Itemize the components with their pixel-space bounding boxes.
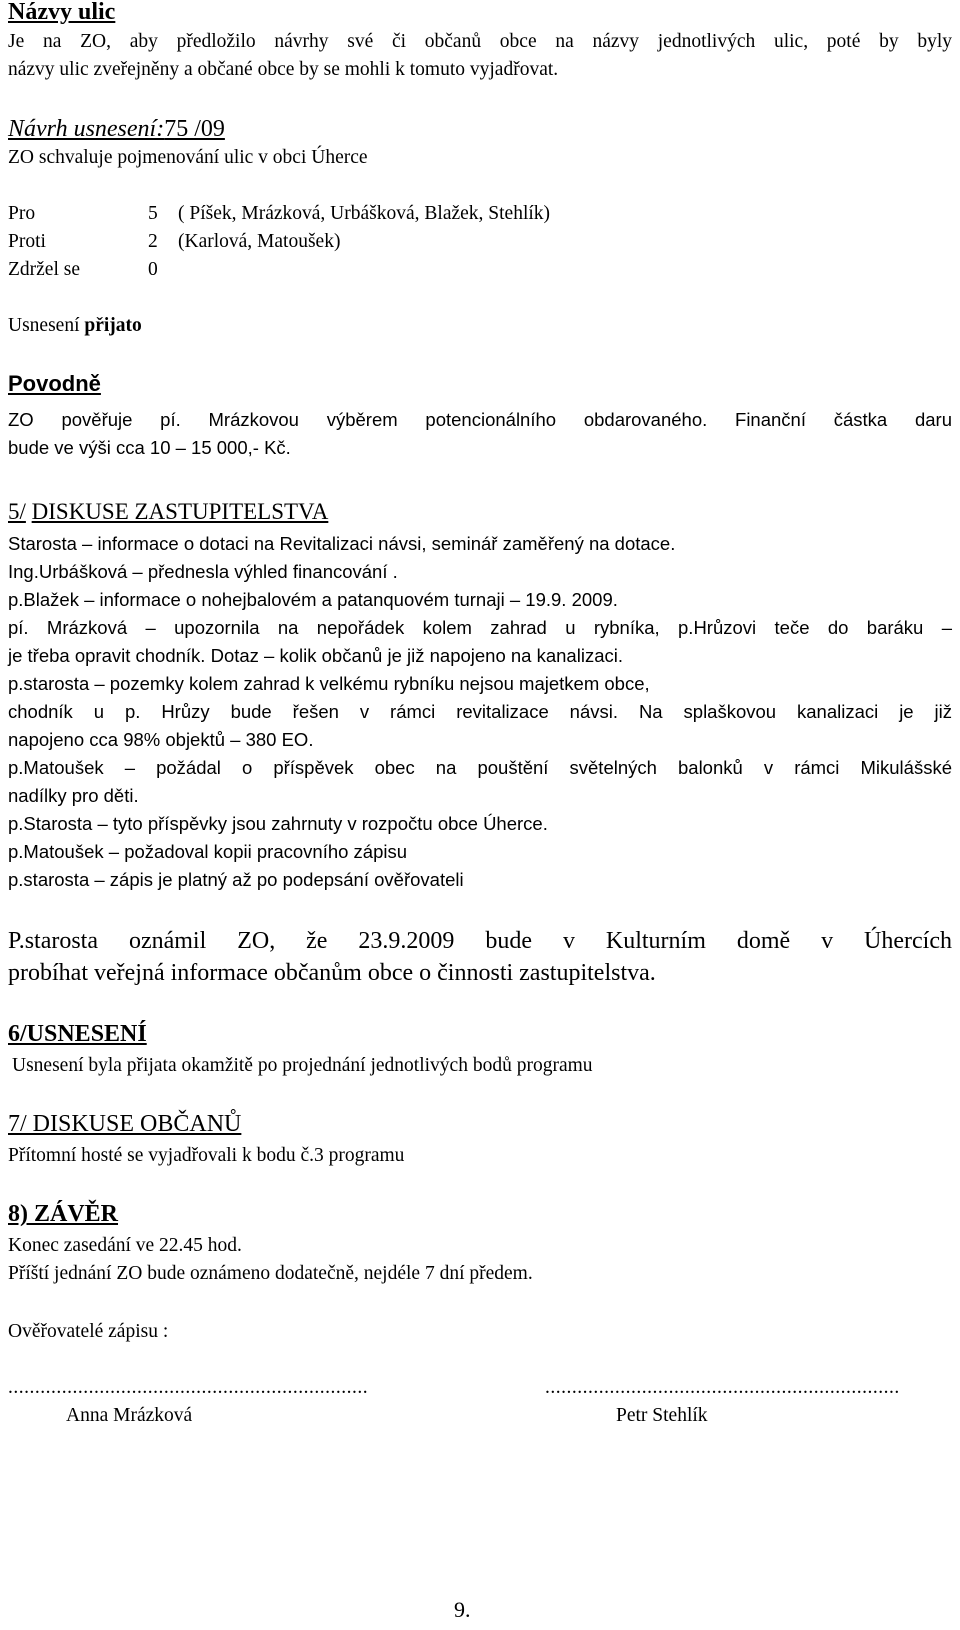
signature-line-left: ................................................................... bbox=[8, 1377, 369, 1398]
paragraph-line: Je na ZO, aby předložilo návrhy své či občanů obce na názvy jednotlivých ulic, poté by byly bbox=[8, 31, 952, 52]
signatory-name-right: Petr Stehlík bbox=[616, 1405, 708, 1426]
vote-names: ( Píšek, Mrázková, Urbášková, Blažek, Stehlík) bbox=[178, 203, 551, 224]
paragraph-line: Příští jednání ZO bude oznámeno dodatečně, nejdéle 7 dní předem. bbox=[8, 1263, 533, 1284]
heading-zaver: 8) ZÁVĚR bbox=[8, 1201, 119, 1227]
vote-count: 0 bbox=[148, 259, 158, 280]
result-word: přijato bbox=[84, 315, 142, 336]
discussion-line: p.starosta – pozemky kolem zahrad k velkému rybníku nejsou majetkem obce, bbox=[8, 673, 650, 694]
paragraph-line: ZO pověřuje pí. Mrázkovou výběrem potencionálního obdarovaného. Finanční částka daru bbox=[8, 409, 952, 430]
discussion-line: Ing.Urbášková – přednesla výhled financování . bbox=[8, 561, 398, 582]
vote-row-zdrzel bbox=[8, 256, 952, 284]
discussion-line: nadílky pro děti. bbox=[8, 785, 139, 806]
paragraph-line: názvy ulic zveřejněny a občané obce by se mohli k tomuto vyjadřovat. bbox=[8, 59, 559, 80]
discussion-line: p.starosta – zápis je platný až po podepsání ověřovateli bbox=[8, 869, 464, 890]
discussion-line: p.Blažek – informace o nohejbalovém a patanquovém turnaji – 19.9. 2009. bbox=[8, 589, 618, 610]
vote-label: Zdržel se bbox=[8, 259, 81, 280]
motion-number: 75 /09 bbox=[164, 116, 225, 142]
verifiers-label: Ověřovatelé zápisu : bbox=[8, 1321, 169, 1342]
motion-result bbox=[8, 312, 142, 340]
discussion-line: pí. Mrázková – upozornila na nepořádek kolem zahrad u rybníka, p.Hrůzovi teče do baráku – bbox=[8, 617, 952, 638]
discussion-line: je třeba opravit chodník. Dotaz – kolik občanů je již napojeno na kanalizaci. bbox=[8, 645, 623, 666]
vote-row-pro bbox=[8, 200, 952, 228]
heading-number: 5/ bbox=[8, 499, 26, 524]
vote-label: Pro bbox=[8, 203, 36, 224]
page-number: 9. bbox=[454, 1597, 471, 1622]
vote-row-proti bbox=[8, 228, 952, 256]
discussion-line: napojeno cca 98% objektů – 380 EO. bbox=[8, 729, 314, 750]
heading-povodne: Povodně bbox=[8, 371, 101, 396]
heading-diskuse-obcanu: 7/ DISKUSE OBČANŮ bbox=[8, 1111, 242, 1137]
discussion-line: chodník u p. Hrůzy bude řešen v rámci revitalizace návsi. Na splaškovou kanalizaci je již bbox=[8, 701, 952, 722]
discussion-line: Starosta – informace o dotaci na Revitalizaci návsi, seminář zaměřený na dotace. bbox=[8, 533, 676, 554]
signatory-name-left: Anna Mrázková bbox=[66, 1405, 193, 1426]
heading-nazvy-ulic: Názvy ulic bbox=[8, 0, 116, 25]
vote-count: 5 bbox=[148, 203, 158, 224]
heading-usneseni: 6/USNESENÍ bbox=[8, 1021, 147, 1047]
announcement-line: P.starosta oznámil ZO, že 23.9.2009 bude v Kulturním domě v Úhercích bbox=[8, 928, 952, 954]
paragraph-line: Konec zasedání ve 22.45 hod. bbox=[8, 1235, 242, 1256]
discussion-line: p.Starosta – tyto příspěvky jsou zahrnuty v rozpočtu obce Úherce. bbox=[8, 813, 548, 834]
vote-count: 2 bbox=[148, 231, 158, 252]
paragraph-line: Přítomní hosté se vyjadřovali k bodu č.3 programu bbox=[8, 1145, 405, 1166]
vote-label: Proti bbox=[8, 231, 46, 252]
discussion-line: p.Matoušek – požádal o příspěvek obec na pouštění světelných balonků v rámci Mikulášské bbox=[8, 757, 952, 778]
result-prefix: Usnesení bbox=[8, 315, 80, 336]
heading-diskuse-zastupitelstva bbox=[8, 498, 328, 526]
discussion-line: p.Matoušek – požadoval kopii pracovního zápisu bbox=[8, 841, 408, 862]
paragraph-line: Usnesení byla přijata okamžitě po projednání jednotlivých bodů programu bbox=[12, 1055, 593, 1076]
paragraph-line: bude ve výši cca 10 – 15 000,- Kč. bbox=[8, 437, 291, 458]
motion-text: ZO schvaluje pojmenování ulic v obci Úherce bbox=[8, 147, 368, 168]
vote-names: (Karlová, Matoušek) bbox=[178, 231, 341, 252]
signature-line-right: .................................................................. bbox=[545, 1377, 900, 1398]
motion-label: Návrh usnesení: bbox=[8, 116, 165, 142]
heading-text: DISKUSE ZASTUPITELSTVA bbox=[31, 499, 329, 524]
announcement-line: probíhat veřejná informace občanům obce o činnosti zastupitelstva. bbox=[8, 960, 656, 986]
motion-heading bbox=[8, 112, 225, 146]
